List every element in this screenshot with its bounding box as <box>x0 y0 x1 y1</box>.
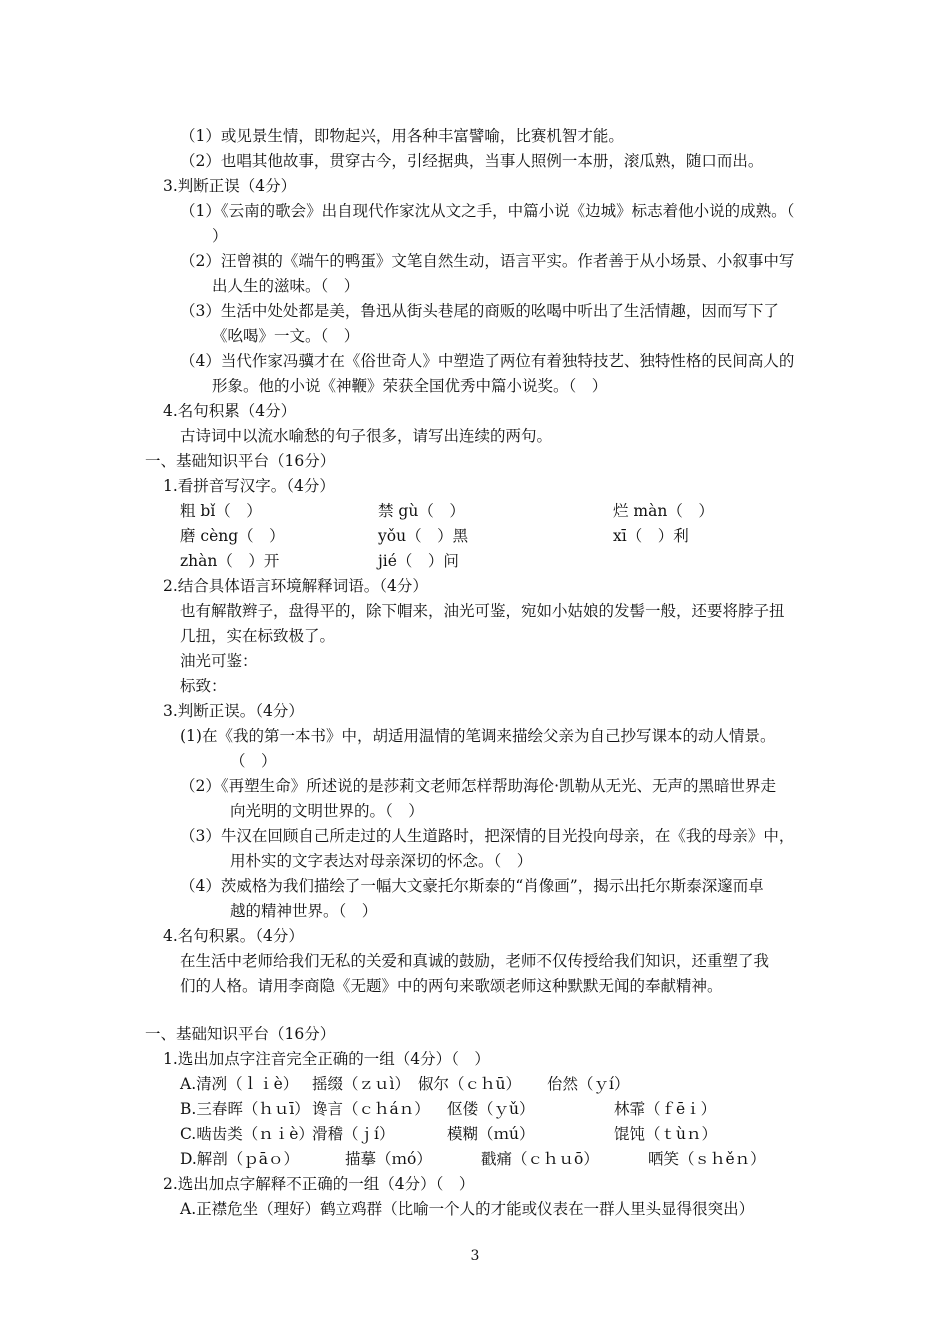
part2-heading: 一、基础知识平台（16分） <box>145 452 336 470</box>
part2-q2-title: 2.结合具体语言环境解释词语。（4分） <box>163 577 428 595</box>
part2-q3-4-cont: 越的精神世界。（ ） <box>230 902 378 920</box>
part2-q3-title: 3.判断正误。（4分） <box>163 702 304 720</box>
option-d-item: 戳痛（ｃｈｕō） <box>481 1150 599 1168</box>
part2-q3-2-cont: 向光明的文明世界的。（ ） <box>230 802 424 820</box>
option-d-item: 描摹（ｍó） <box>345 1150 432 1168</box>
part3-q1-title: 1.选出加点字注音完全正确的一组（4分）（ ） <box>163 1050 490 1068</box>
part3-heading: 一、基础知识平台（16分） <box>145 1025 336 1043</box>
part1-item1: （1）或见景生情，即物起兴，用各种丰富譬喻，比赛机智才能。 <box>180 127 624 145</box>
part2-q3-3-cont: 用朴实的文字表达对母亲深切的怀念。（ ） <box>230 852 533 870</box>
part2-q2-text-cont: 几扭，实在标致极了。 <box>180 627 336 645</box>
part1-item2: （2）也唱其他故事，贯穿古今，引经据典，当事人照例一本册，滚瓜熟，随口而出。 <box>180 152 764 170</box>
part2-q3-4: （4）茨威格为我们描绘了一幅大文豪托尔斯泰的“肖像画”，揭示出托尔斯泰深邃而卓 <box>180 877 764 895</box>
part2-q2-word1: 油光可鉴： <box>180 652 258 670</box>
option-b-item: B.三春晖（ｈｕī） <box>180 1100 310 1118</box>
part2-q2-text: 也有解散辫子，盘得平的，除下帽来，油光可鉴，宛如小姑娘的发髻一般，还要将脖子扭 <box>180 602 785 620</box>
option-a-item: A.清冽（ｌｉè） <box>180 1075 299 1093</box>
option-a-item: 俶尔（ｃｈū） <box>418 1075 521 1093</box>
part2-q2-word2: 标致： <box>180 677 227 695</box>
part3-q2-title: 2.选出加点字解释不正确的一组（4分）（ ） <box>163 1175 475 1193</box>
part1-q4-text: 古诗词中以流水喻愁的句子很多，请写出连续的两句。 <box>180 427 553 445</box>
part3-q2-option-a: A.正襟危坐（理好）鹤立鸡群（比喻一个人的才能或仪表在一群人里头显得很突出） <box>180 1200 755 1218</box>
page-number: 3 <box>470 1248 480 1264</box>
pinyin-item: xī（ ）利 <box>613 527 689 545</box>
part1-q3-2: （2）汪曾祺的《端午的鸭蛋》文笔自然生动，语言平实。作者善于从小场景、小叙事中写 <box>180 252 795 270</box>
part2-q3-1: (1)在《我的第一本书》中，胡适用温情的笔调来描绘父亲为自己抄写课本的动人情景。 <box>180 727 776 745</box>
part2-q4-text: 在生活中老师给我们无私的关爱和真诚的鼓励，老师不仅传授给我们知识，还重塑了我 <box>180 952 770 970</box>
part2-q3-3: （3）牛汉在回顾自己所走过的人生道路时，把深情的目光投向母亲，在《我的母亲》中， <box>180 827 795 845</box>
part1-q3-1: （1）《云南的歌会》出自现代作家沈从文之手，中篇小说《边城》标志着他小说的成熟。（ <box>180 202 795 220</box>
option-c-item: C.啮齿类（ｎｉè） <box>180 1125 314 1143</box>
part2-q1-title: 1.看拼音写汉字。（4分） <box>163 477 335 495</box>
option-b-item: 伛偻（ｙǔ） <box>447 1100 535 1118</box>
pinyin-item: jié（ ）问 <box>378 552 459 570</box>
part1-q3-1-cont: ） <box>212 227 228 245</box>
option-c-item: 滑稽（ｊí） <box>312 1125 395 1143</box>
option-a-item: 摇缀（ｚｕì） <box>312 1075 410 1093</box>
part1-q3-3-cont: 《吆喝》一文。（ ） <box>212 327 360 345</box>
pinyin-item: zhàn（ ）开 <box>180 552 280 570</box>
part2-q3-1-cont: （ ） <box>230 752 277 770</box>
option-c-item: 模糊（ｍú） <box>447 1125 535 1143</box>
option-d-item: 哂笑（ｓｈěｎ） <box>648 1150 766 1168</box>
part2-q4-text-cont: 们的人格。请用李商隐《无题》中的两句来歌颂老师这种默默无闻的奉献精神。 <box>180 977 723 995</box>
pinyin-item: 烂 màn（ ） <box>613 502 714 520</box>
part2-q4-title: 4.名句积累。（4分） <box>163 927 304 945</box>
option-c-item: 馄饨（ｔùｎ） <box>614 1125 717 1143</box>
part1-q3-4-cont: 形象。他的小说《神鞭》荣获全国优秀中篇小说奖。（ ） <box>212 377 608 395</box>
option-b-item: 谗言（ｃｈáｎ） <box>312 1100 430 1118</box>
option-b-item: 林霏（ｆēｉ） <box>614 1100 717 1118</box>
pinyin-item: 禁 gù（ ） <box>378 502 465 520</box>
pinyin-item: 磨 cèng（ ） <box>180 527 285 545</box>
part1-q3-4: （4）当代作家冯骥才在《俗世奇人》中塑造了两位有着独特技艺、独特性格的民间高人的 <box>180 352 795 370</box>
pinyin-item: 粗 bǐ（ ） <box>180 502 262 520</box>
part2-q3-2: （2）《再塑生命》所述说的是莎莉文老师怎样帮助海伦·凯勒从无光、无声的黑暗世界走 <box>180 777 777 795</box>
pinyin-item: yǒu（ ）黑 <box>378 527 469 545</box>
option-d-item: D.解剖（ｐāｏ） <box>180 1150 300 1168</box>
part1-q3-3: （3）生活中处处都是美，鲁迅从街头巷尾的商贩的吆喝中听出了生活情趣，因而写下了 <box>180 302 779 320</box>
option-a-item: 佁然（ｙí） <box>547 1075 630 1093</box>
part1-q4-title: 4.名句积累（4分） <box>163 402 297 420</box>
part1-q3-title: 3.判断正误（4分） <box>163 177 297 195</box>
part1-q3-2-cont: 出人生的滋味。（ ） <box>212 277 360 295</box>
